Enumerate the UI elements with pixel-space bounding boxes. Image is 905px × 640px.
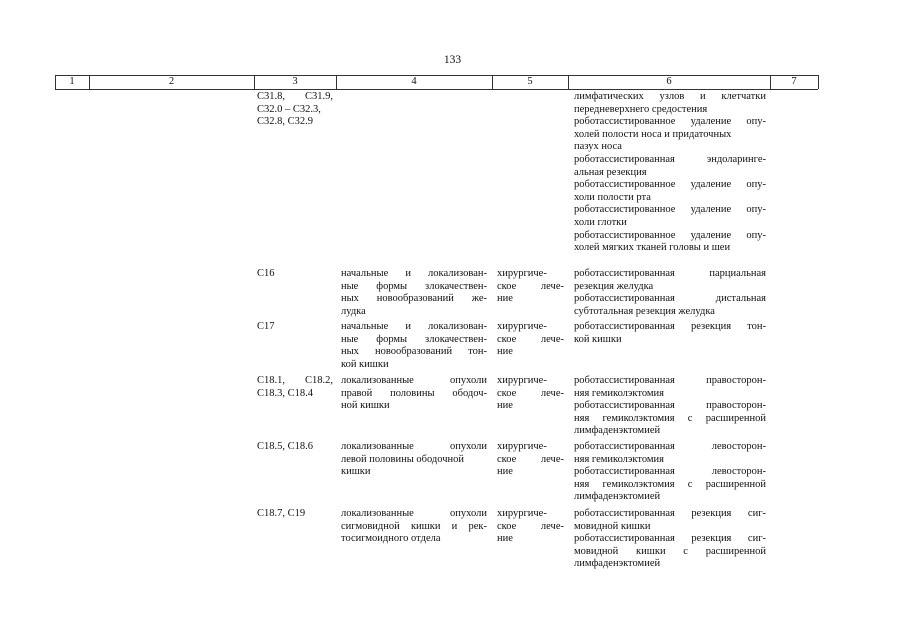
cell-line: сигмовидной кишки и рек- (341, 520, 487, 532)
cell-line: ское лече- (497, 453, 564, 465)
cell-line: C32.0 – C32.3, (257, 103, 321, 115)
cell-col6 (574, 508, 766, 571)
cell-line: хирургиче- (497, 375, 547, 386)
cell-col4 (341, 268, 487, 318)
cell-line: роботассистированное удаление опу- (574, 204, 766, 216)
cell-line: хирургиче- (497, 268, 547, 279)
cell-line: локализованные опухоли (341, 441, 487, 452)
cell-line: роботассистированная резекция сиг- (574, 508, 766, 519)
cell-line: левой половины ободочной (341, 453, 465, 465)
cell-line: локализованные опухоли (341, 508, 487, 519)
cell-line: ское лече- (497, 520, 564, 532)
cell-line: роботассистированная левосторон- (574, 466, 766, 478)
cell-line: няя гемиколэктомия с расширенной (574, 478, 766, 490)
cell-line: ние (497, 533, 513, 545)
page-number: 133 (443, 54, 462, 66)
cell-line: ское лече- (497, 387, 564, 399)
cell-line: ское лече- (497, 280, 564, 292)
cell-line: мовидной кишки с расширенной (574, 545, 766, 557)
cell-line: роботассистированная дистальная (574, 293, 766, 305)
cell-line: холей полости носа и придаточных (574, 128, 732, 140)
cell-col3 (257, 508, 333, 521)
cell-line: C32.8, C32.9 (257, 116, 314, 128)
cell-line: кой кишки (341, 358, 389, 370)
cell-line: ных новообразований же- (341, 293, 487, 305)
cell-col5 (497, 321, 564, 359)
cell-col3 (257, 375, 333, 400)
column-divider (818, 75, 819, 89)
cell-line: C31.8, C31.9, (257, 91, 333, 102)
cell-col4 (341, 441, 487, 479)
cell-line: роботассистированная правосторон- (574, 400, 766, 412)
cell-col6 (574, 91, 766, 255)
cell-line: няя гемиколэктомия (574, 453, 664, 465)
cell-line: лимфаденэктомией (574, 558, 661, 570)
cell-line: кой кишки (574, 333, 622, 345)
cell-col6 (574, 375, 766, 438)
cell-line: ское лече- (497, 333, 564, 345)
cell-line: роботассистированная левосторон- (574, 441, 766, 452)
cell-line: C16 (257, 268, 275, 279)
cell-col5 (497, 375, 564, 413)
cell-col4 (341, 375, 487, 413)
cell-line: C18.3, C18.4 (257, 387, 314, 399)
cell-line: мовидной кишки (574, 520, 651, 532)
header-col-1: 1 (69, 76, 75, 87)
cell-col5 (497, 441, 564, 479)
cell-line: роботассистированная резекция сиг- (574, 533, 766, 545)
cell-col6 (574, 441, 766, 504)
cell-line: ной кишки (341, 400, 390, 412)
cell-line: холи полости рта (574, 191, 651, 203)
header-col-4: 4 (411, 76, 417, 87)
cell-line: пазух носа (574, 141, 622, 153)
cell-col3 (257, 268, 333, 281)
cell-line: C18.5, C18.6 (257, 441, 314, 452)
cell-line: альная резекция (574, 166, 647, 178)
header-col-7: 7 (791, 76, 797, 87)
cell-line: роботассистированная парциальная (574, 268, 766, 279)
cell-line: ние (497, 293, 513, 305)
cell-line: передневерхнего средостения (574, 103, 708, 115)
cell-line: субтотальная резекция желудка (574, 305, 715, 317)
header-col-6: 6 (666, 76, 672, 87)
cell-col6 (574, 321, 766, 346)
cell-line: ние (497, 346, 513, 358)
table-header-border (55, 89, 818, 90)
cell-col4 (341, 508, 487, 546)
cell-line: ных новообразований тон- (341, 346, 487, 358)
cell-line: лимфаденэктомией (574, 425, 661, 437)
header-col-2: 2 (168, 76, 175, 87)
cell-line: роботассистированная эндоларинге- (574, 153, 766, 165)
cell-line: холи глотки (574, 216, 627, 228)
cell-line: роботассистированное удаление опу- (574, 229, 766, 241)
cell-col5 (497, 508, 564, 546)
cell-line: няя гемиколэктомия с расширенной (574, 412, 766, 424)
cell-line: роботассистированная резекция тон- (574, 321, 766, 332)
header-col-3: 3 (292, 76, 298, 87)
cell-line: лимфатических узлов и клетчатки (574, 91, 766, 102)
cell-line: хирургиче- (497, 508, 547, 519)
cell-line: правой половины ободоч- (341, 387, 487, 399)
cell-line: C18.7, C19 (257, 508, 306, 519)
cell-col3 (257, 321, 333, 334)
cell-col5 (497, 268, 564, 306)
cell-line: кишки (341, 466, 371, 478)
cell-line: C17 (257, 321, 275, 332)
cell-line: холей мягких тканей головы и шеи (574, 242, 731, 254)
cell-line: C18.1, C18.2, (257, 375, 333, 386)
cell-line: резекция желудка (574, 280, 654, 292)
cell-line: лимфаденэктомией (574, 491, 661, 503)
cell-line: начальные и локализован- (341, 268, 487, 279)
cell-line: роботассистированное удаление опу- (574, 116, 766, 128)
cell-line: локализованные опухоли (341, 375, 487, 386)
cell-line: хирургиче- (497, 321, 547, 332)
cell-line: ные формы злокачествен- (341, 280, 487, 292)
cell-col3 (257, 441, 333, 454)
cell-line: тосигмоидного отдела (341, 533, 441, 545)
header-col-5: 5 (527, 76, 533, 87)
cell-col3 (257, 91, 333, 129)
cell-line: ние (497, 466, 513, 478)
cell-line: роботассистированное удаление опу- (574, 179, 766, 191)
cell-line: хирургиче- (497, 441, 547, 452)
cell-line: няя гемиколэктомия (574, 387, 664, 399)
cell-line: начальные и локализован- (341, 321, 487, 332)
cell-col4 (341, 321, 487, 371)
cell-line: ные формы злокачествен- (341, 333, 487, 345)
cell-col6 (574, 268, 766, 318)
cell-line: лудка (341, 305, 366, 317)
cell-line: ние (497, 400, 513, 412)
cell-line: роботассистированная правосторон- (574, 375, 766, 386)
